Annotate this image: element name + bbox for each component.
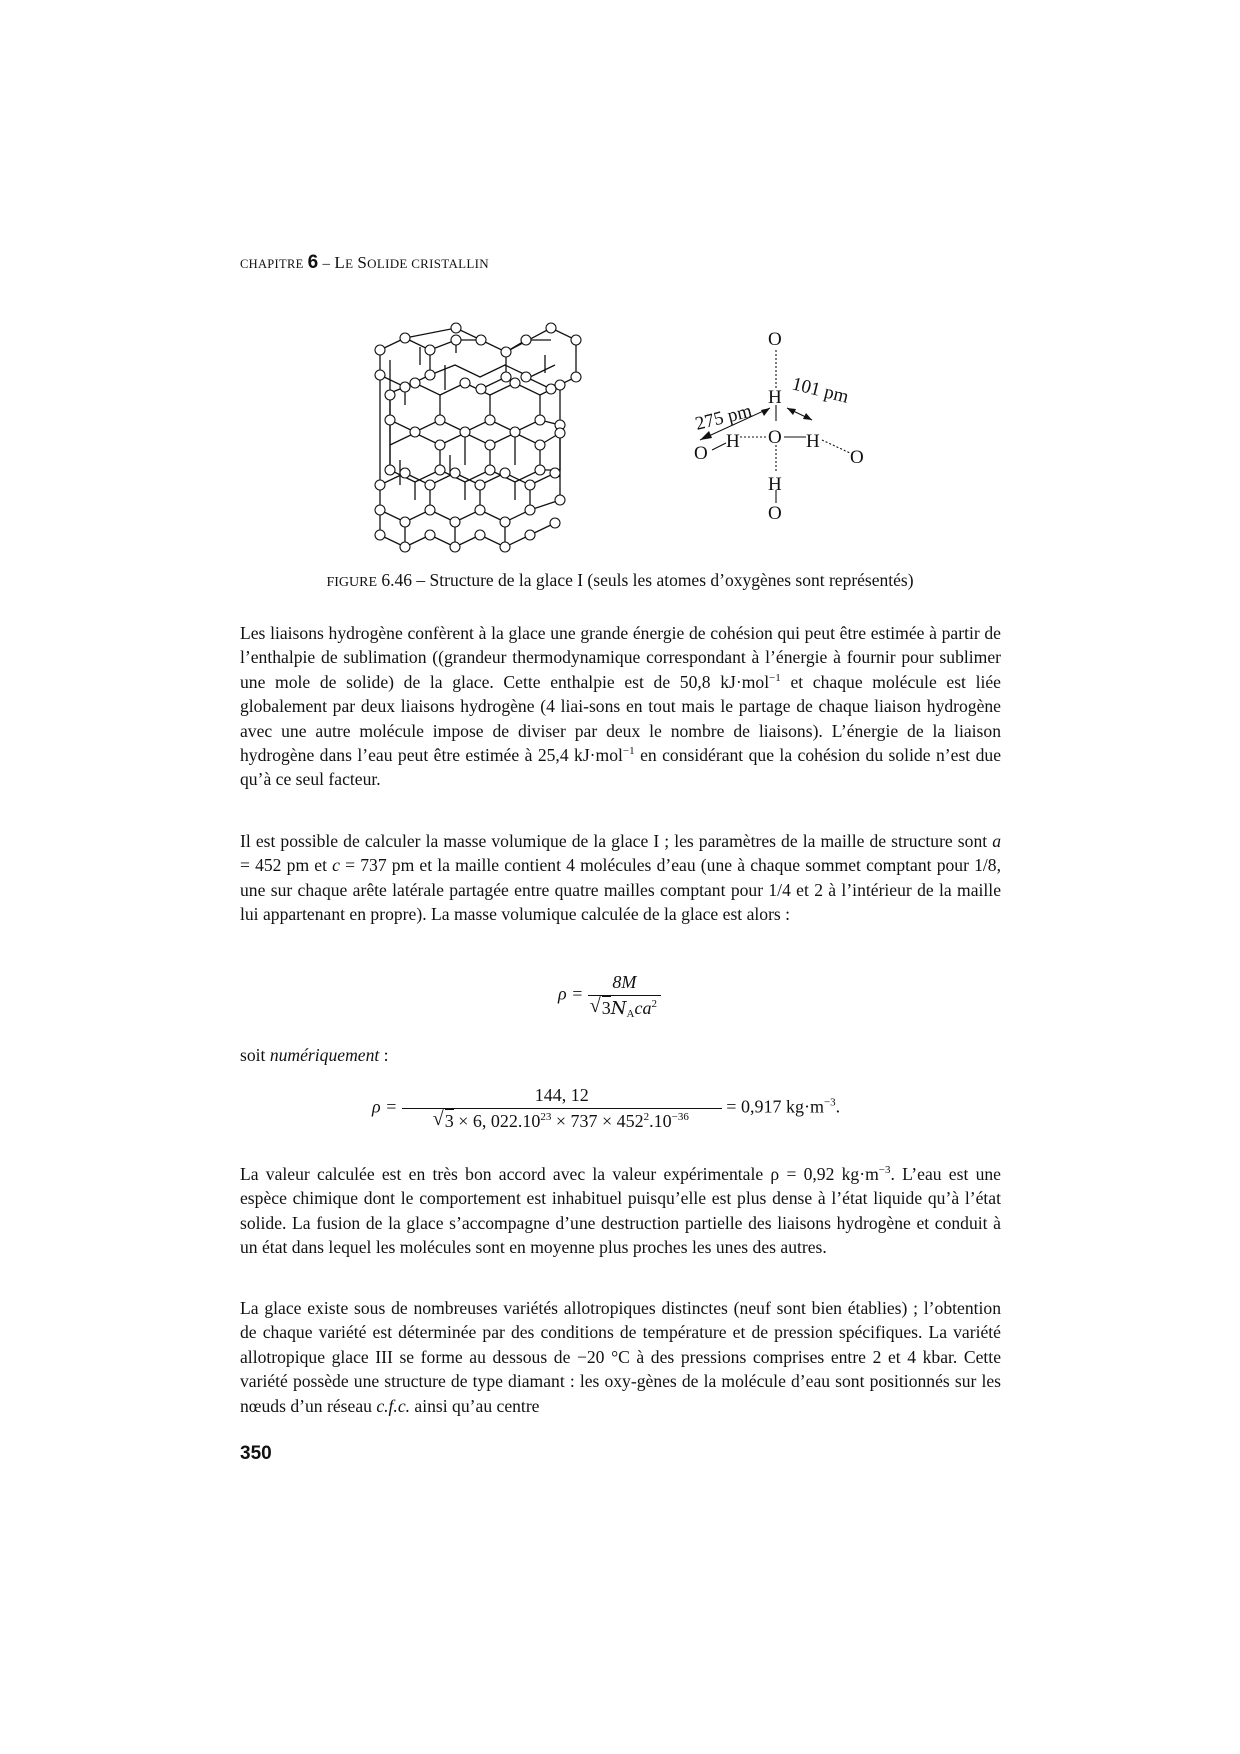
eq2-exp3: −36 [671,1111,689,1123]
eq2-fraction [402,1085,722,1132]
eq2-exp1: 23 [540,1111,552,1123]
p2-val-a: = 452 pm et [240,855,333,876]
header-chapter-word: CHAPITRE [240,257,304,271]
p3-text-a: La valeur calculée est en très bon accord avec la valeur expérimentale ρ = 0,92 kg·m [240,1164,879,1184]
eq2-rhs-exp: −3 [823,1096,836,1109]
soit-word: soit [240,1045,270,1065]
header-title-s: S [357,253,368,272]
ice-structure-figure [360,325,900,565]
label-o-center: O [768,427,782,448]
eq1-sqrt [592,998,611,1019]
label-distance-275: 275 pm [693,400,755,435]
eq1-num-text: 8M [612,972,637,992]
header-title-e: E [345,256,354,271]
eq2-root: 3 [444,1111,454,1131]
eq2-exp2: 2 [643,1111,650,1123]
label-o-top: O [768,329,782,350]
eq1-root: 3 [601,998,611,1018]
label-h-bottom: H [768,474,782,495]
p1-text-a: Les liaisons hydrogène confèrent à la glace une grande énergie de cohésion qui peut être estimée à partir de l’enthalpie de sublimation ((grandeur thermodynamique correspondant à l’énergie à fournir pour sublimer une mole de solide) de la glace. Cette enthalpie est de 50,8 kJ·mol [240,623,1001,692]
p2-var-a: a [992,831,1001,851]
eq1-fraction [588,972,661,1019]
ice-lattice-diagram [360,325,900,565]
eq1-avogadro: N [610,998,627,1019]
header-dash: – [322,256,331,272]
soit-colon: : [379,1045,389,1065]
p2-var-c: c [332,855,340,876]
paragraph-3 [240,1162,1001,1260]
caption-text: – Structure de la glace I (seuls les atomes d’oxygènes sont représentés) [416,570,914,590]
eq2-denominator [402,1108,722,1132]
eq2-rhs-end: . [835,1096,841,1117]
p1-exponent-2: −1 [622,745,635,758]
p1-text-b: et chaque molécule est liée globalement par deux liaisons hydrogène (4 liai-sons en tout mais le partage de chaque liaison hydrogène avec une autre molécule impose de diviser par deux le nombre de liaisons). L’énergie de la liaison hydrogène dans l’eau peut être estimée à 25,4 kJ·mol [240,671,1001,766]
eq1-exp: 2 [651,998,657,1010]
eq2-den-a: × 6, 022.10 [453,1111,541,1131]
equation-2 [372,1085,840,1132]
eq1-numerator [588,972,661,995]
p1-text-c: en considérant que la cohésion du solide n’est due qu’à ce seul facteur. [240,745,1002,790]
label-h-right: H [806,431,820,452]
header-chapter-number: 6 [307,252,319,273]
paragraph-4 [240,1296,1001,1418]
eq2-numerator: 144, 12 [534,1085,589,1105]
eq2-den-b: × 737 × 452 [551,1111,644,1131]
eq1-lhs: ρ = [558,983,584,1004]
label-o-left: O [694,443,708,464]
soit-line [240,1043,1001,1067]
eq1-ca: ca [634,998,652,1018]
paragraph-1 [240,621,1001,792]
label-o-bottom: O [768,503,782,524]
eq2-rhs: = 0,917 kg·m [726,1096,824,1117]
running-header [240,252,489,274]
p3-exponent: −3 [878,1164,891,1176]
p2-text-b: = 737 pm et la maille contient 4 molécules d’eau (une à chaque sommet comptant pour 1/8, une sur chaque arête latérale partagée entre quatre mailles comptant pour 1/4 et 2 à l’intérieur de la maille lui appartenant en propre). La masse volumique calculée de la glace est alors : [240,855,1001,925]
eq2-lhs: ρ = [372,1096,398,1117]
eq1-avogadro-sub: A [626,1008,635,1020]
caption-number: 6.46 [381,570,413,590]
p4-cfc: c.f.c. [376,1395,411,1416]
paragraph-2 [240,829,1001,927]
label-distance-101: 101 pm [789,373,851,408]
eq1-denominator [588,995,661,1019]
label-o-right: O [850,447,864,468]
header-title-initial: L [334,253,346,272]
label-h-top: H [768,387,782,408]
page-number: 350 [240,1443,272,1464]
eq2-den-c: .10 [649,1111,672,1131]
caption-prefix: FIGURE [326,575,378,590]
p2-text-a: Il est possible de calculer la masse volumique de la glace I ; les paramètres de la maille de structure sont [240,831,993,851]
p1-exponent-1: −1 [769,671,781,684]
figure-caption [240,570,1000,591]
p4-text-b: ainsi qu’au centre [410,1395,540,1416]
eq2-sqrt [435,1111,454,1132]
p4-text-a: La glace existe sous de nombreuses variétés allotropiques distinctes (neuf sont bien établies) ; l’obtention de chaque variété est déterminée par des conditions de température et de pression spécifiques. La variété allotropique glace III se forme au dessous de −20 °C à des pressions comprises entre 2 et 4 kbar. Cette variété possède une structure de type diamant : les oxy-gènes de la molécule d’eau sont positionnés sur les nœuds d’un réseau [240,1298,1001,1416]
equation-1 [558,972,661,1019]
header-title-rest: OLIDE CRISTALLIN [367,256,489,271]
label-h-left: H [726,431,740,452]
numeriquement-word: numériquement [269,1045,380,1065]
p3-text-b: . L’eau est une espèce chimique dont le comportement est inhabituel puisqu’elle est plus dense à l’état liquide qu’à l’état solide. La fusion de la glace s’accompagne d’une destruction partielle des liaisons hydrogène et conduit à un état dans lequel les molécules sont en moyenne plus proches les unes des autres. [240,1164,1001,1258]
